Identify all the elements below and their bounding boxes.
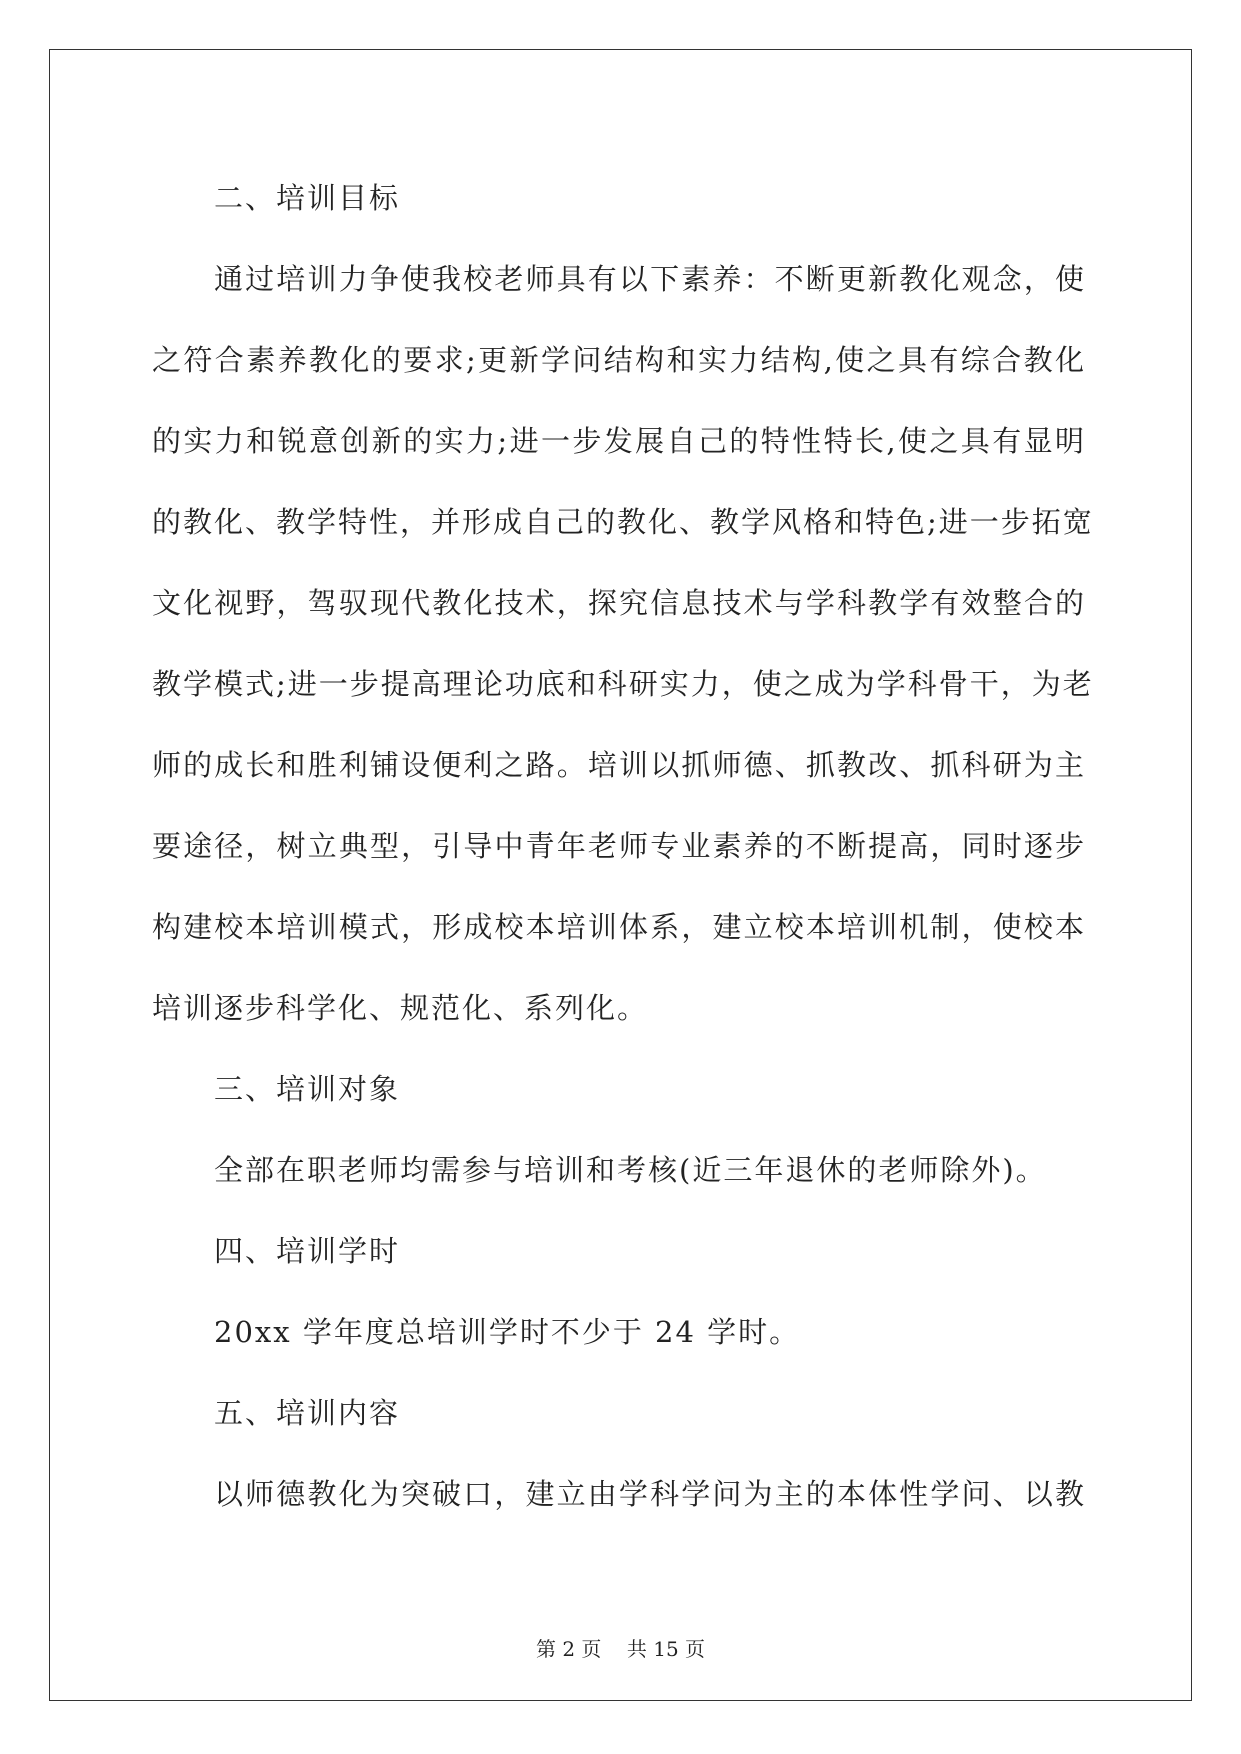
paragraph-line: 教学模式;进一步提高理论功底和科研实力，使之成为学科骨干，为老 [152, 667, 1094, 701]
document-body [152, 158, 1094, 1535]
paragraph-line: 的实力和锐意创新的实力;进一步发展自己的特性特长,使之具有显明 [152, 424, 1086, 458]
heading-training-targets: 三、培训对象 [214, 1072, 401, 1106]
paragraph-line: 的教化、教学特性，并形成自己的教化、教学风格和特色;进一步拓宽 [152, 505, 1094, 539]
page-number: 第 2 页 [535, 1637, 602, 1661]
paragraph-line: 培训逐步科学化、规范化、系列化。 [152, 991, 649, 1025]
paragraph-line: 文化视野，驾驭现代教化技术，探究信息技术与学科教学有效整合的 [152, 586, 1086, 620]
paragraph-line: 以师德教化为突破口，建立由学科学问为主的本体性学问、以教 [214, 1477, 1086, 1511]
paragraph-line: 构建校本培训模式，形成校本培训体系，建立校本培训机制，使校本 [152, 910, 1086, 944]
paragraph-line: 之符合素养教化的要求;更新学问结构和实力结构,使之具有综合教化 [152, 343, 1086, 377]
total-pages: 共 15 页 [626, 1637, 706, 1661]
heading-training-hours: 四、培训学时 [214, 1234, 401, 1268]
paragraph-line: 20xx 学年度总培训学时不少于 24 学时。 [214, 1315, 801, 1349]
heading-training-content: 五、培训内容 [214, 1396, 401, 1430]
paragraph-line: 通过培训力争使我校老师具有以下素养：不断更新教化观念，使 [214, 262, 1086, 296]
paragraph-line: 要途径，树立典型，引导中青年老师专业素养的不断提高，同时逐步 [152, 829, 1086, 863]
paragraph-line: 全部在职老师均需参与培训和考核(近三年退休的老师除外)。 [214, 1153, 1047, 1187]
page-footer [0, 1633, 1241, 1662]
paragraph-line: 师的成长和胜利铺设便利之路。培训以抓师德、抓教改、抓科研为主 [152, 748, 1086, 782]
heading-training-goals: 二、培训目标 [214, 181, 401, 215]
